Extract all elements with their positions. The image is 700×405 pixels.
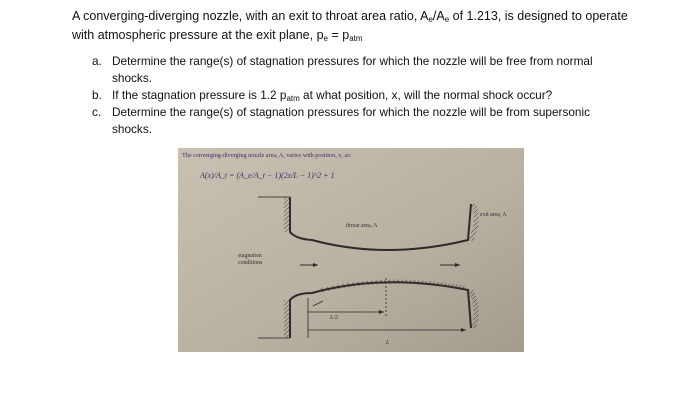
question-subscript: atm <box>286 94 300 103</box>
half-length-label: L/2 <box>330 315 339 321</box>
statement-subscript-1: e <box>428 15 433 24</box>
question-a <box>92 53 632 87</box>
exit-area-label: exit area, A <box>480 212 507 218</box>
statement-text-2: /A <box>432 9 445 23</box>
question-marker: c. <box>92 105 102 119</box>
statement-text-1: A converging-diverging nozzle, with an exit to throat area ratio, A <box>72 9 429 23</box>
question-marker: b. <box>92 88 102 102</box>
length-label: L <box>386 340 390 346</box>
statement-subscript-4: atm <box>349 34 363 43</box>
question-text <box>112 87 632 104</box>
statement-subscript-3: e <box>323 34 328 43</box>
question-text-post: at what position, x, will the normal shock occur? <box>299 88 553 102</box>
figure-caption: The converging-diverging nozzle area, A, varies with position, x, as: <box>182 152 352 159</box>
question-marker: a. <box>92 54 102 68</box>
nozzle-figure <box>178 148 524 352</box>
question-b <box>92 87 632 104</box>
statement-text-4: = p <box>327 28 350 42</box>
question-c <box>92 104 632 138</box>
area-equation: A(x)/A_t = (A_e/A_t − 1)(2x/L − 1)^2 + 1 <box>200 171 335 180</box>
question-text: Determine the range(s) of stagnation pressures for which the nozzle will be from supersonic shocks. <box>112 105 590 136</box>
problem-statement <box>72 7 632 45</box>
question-text: Determine the range(s) of stagnation pressures for which the nozzle will be free from normal shocks. <box>112 54 593 85</box>
question-list <box>92 53 632 138</box>
stagnation-label: stagnation <box>238 253 262 259</box>
statement-text-3: of 1.213, is designed to operate with atmospheric pressure at the exit plane, p <box>72 9 628 42</box>
throat-area-label: throat area, A <box>346 223 378 229</box>
conditions-label: conditions <box>238 260 263 266</box>
statement-subscript-2: e <box>444 15 450 24</box>
question-text-pre: If the stagnation pressure is 1.2 p <box>112 88 287 102</box>
